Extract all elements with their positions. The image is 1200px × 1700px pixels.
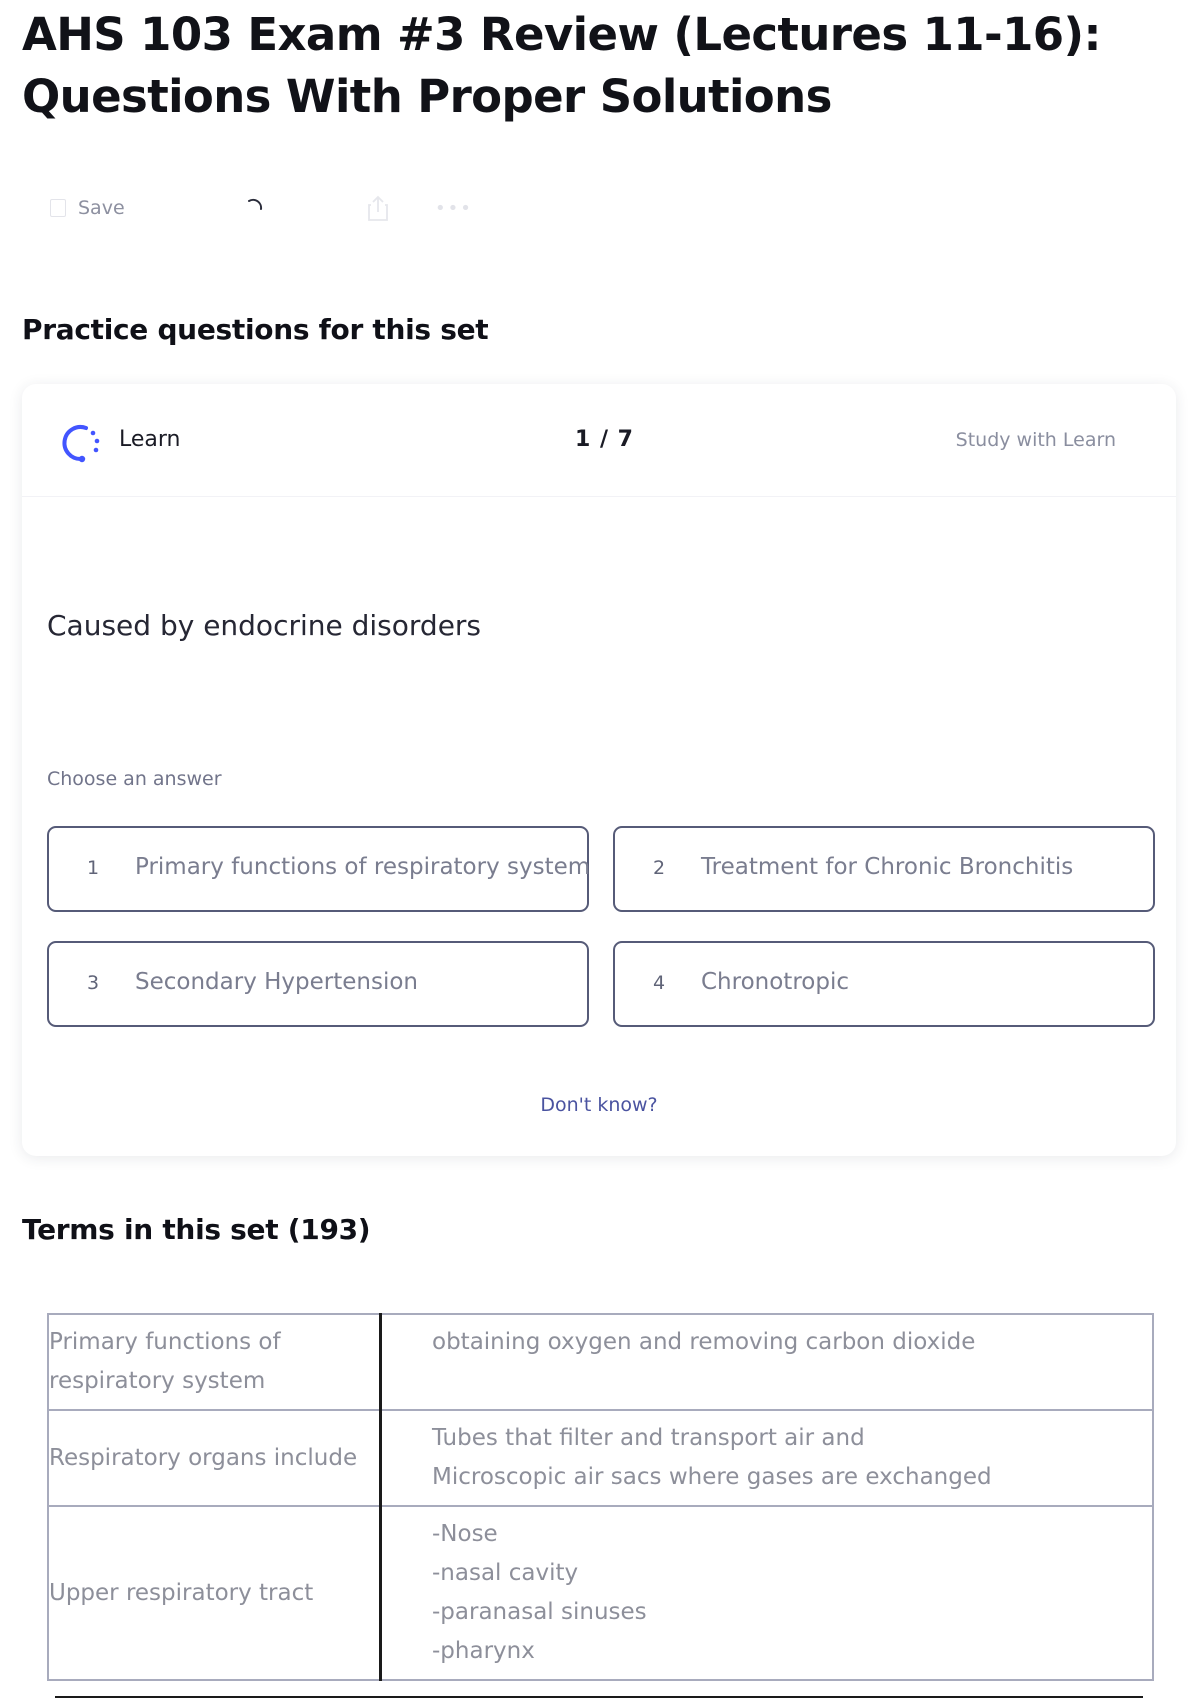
choose-answer-label: Choose an answer	[47, 768, 222, 790]
option-number: 3	[87, 972, 100, 994]
option-text: Secondary Hypertension	[135, 969, 418, 995]
definition-line: Microscopic air sacs where gases are exchanged	[432, 1464, 992, 1490]
option-number: 4	[653, 972, 666, 994]
definition-line: -Nose	[432, 1521, 498, 1547]
answer-option-2[interactable]	[613, 826, 1155, 912]
practice-card-header	[22, 384, 1176, 497]
option-text: Primary functions of respiratory system	[135, 854, 591, 880]
option-number: 2	[653, 857, 666, 879]
more-icon: •••	[435, 197, 473, 219]
term-cell: Respiratory organs include	[48, 1410, 381, 1506]
action-toolbar	[50, 188, 510, 228]
term-cell: Primary functions of respiratory system	[48, 1314, 381, 1410]
save-button[interactable]	[50, 188, 125, 228]
question-prompt: Caused by endocrine disorders	[47, 609, 482, 642]
definition-cell	[381, 1410, 1154, 1506]
definition-line: -pharynx	[432, 1638, 535, 1664]
answer-option-4[interactable]	[613, 941, 1155, 1027]
term-row	[48, 1314, 1153, 1410]
definition-line: Tubes that filter and transport air and	[432, 1425, 865, 1451]
term-row	[48, 1506, 1153, 1680]
term-row	[48, 1410, 1153, 1506]
question-progress: 1 / 7	[575, 427, 634, 452]
answer-option-3[interactable]	[47, 941, 589, 1027]
definition-line: obtaining oxygen and removing carbon dioxide	[432, 1329, 976, 1355]
option-text: Treatment for Chronic Bronchitis	[701, 854, 1074, 880]
answer-option-1[interactable]	[47, 826, 589, 912]
terms-table	[47, 1313, 1154, 1681]
option-text: Chronotropic	[701, 969, 849, 995]
learn-mode-label: Learn	[119, 427, 181, 452]
learn-icon	[60, 422, 102, 464]
dont-know-button[interactable]: Don't know?	[540, 1094, 658, 1116]
definition-line: -nasal cavity	[432, 1560, 579, 1586]
practice-card	[22, 384, 1176, 1156]
definition-line: -paranasal sinuses	[432, 1599, 647, 1625]
study-with-learn-link[interactable]: Study with Learn	[955, 429, 1116, 451]
loading-spinner-icon	[243, 188, 267, 228]
save-label: Save	[78, 197, 125, 219]
share-button[interactable]	[365, 188, 391, 228]
page-title: AHS 103 Exam #3 Review (Lectures 11-16): Questions With Proper Solutions	[22, 8, 1101, 123]
save-icon	[50, 199, 66, 217]
divider	[55, 1696, 1143, 1698]
term-cell: Upper respiratory tract	[48, 1506, 381, 1680]
option-number: 1	[87, 857, 100, 879]
practice-heading: Practice questions for this set	[22, 313, 489, 346]
definition-cell	[381, 1314, 1154, 1410]
share-icon	[365, 194, 391, 222]
more-button[interactable]	[435, 188, 473, 228]
terms-heading: Terms in this set (193)	[22, 1213, 371, 1246]
definition-cell	[381, 1506, 1154, 1680]
